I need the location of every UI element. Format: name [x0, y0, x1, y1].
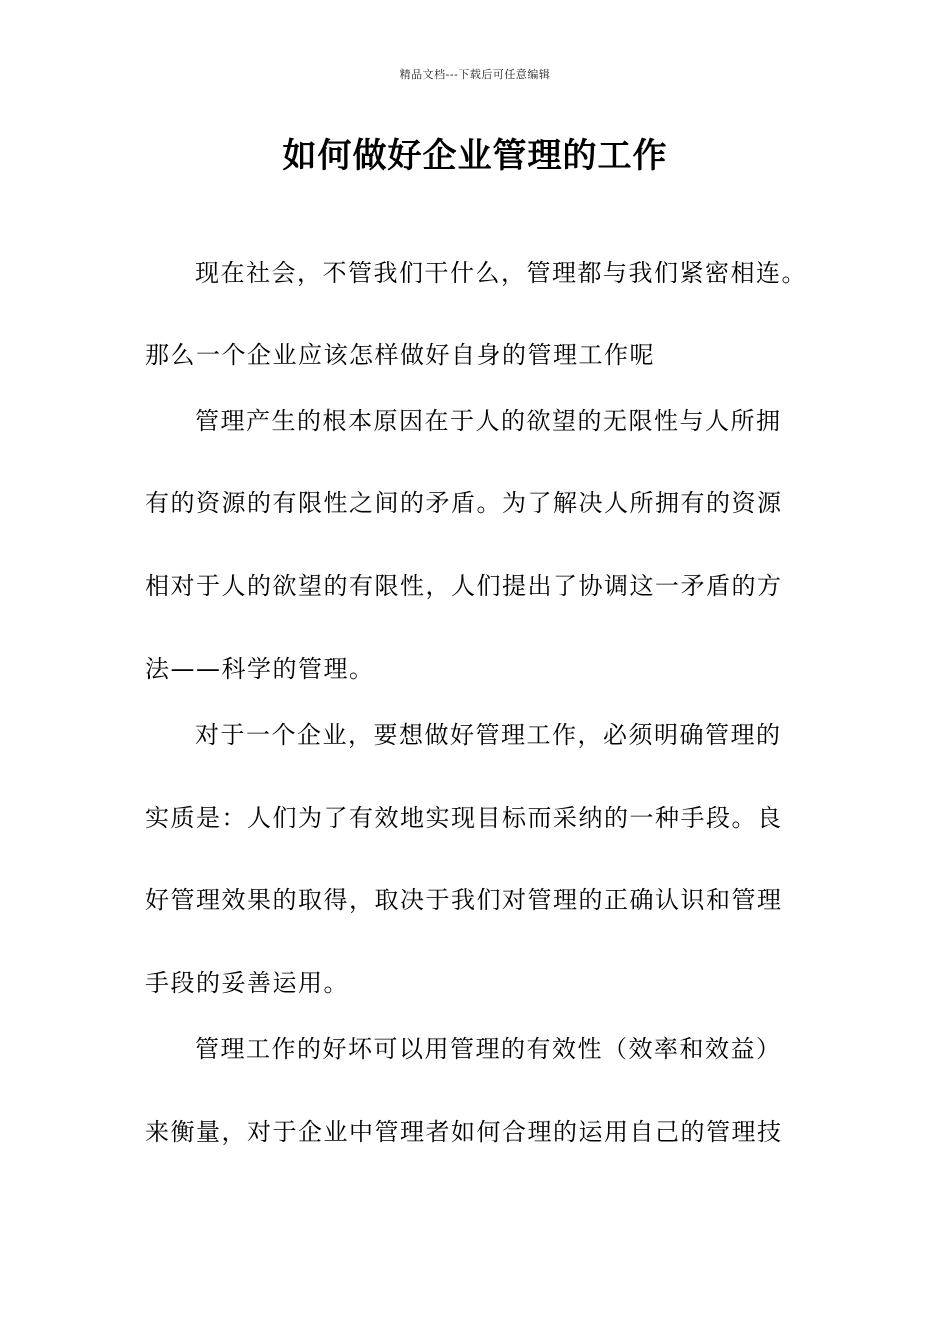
- body-line: 对于一个企业，要想做好管理工作，必须明确管理的: [195, 721, 782, 749]
- document-title: 如何做好企业管理的工作: [282, 136, 668, 176]
- body-line: 手段的妥善运用。: [145, 969, 349, 997]
- body-line: 那么一个企业应该怎样做好自身的管理工作呢: [145, 341, 655, 369]
- body-line: 有的资源的有限性之间的矛盾。为了解决人所拥有的资源: [145, 489, 783, 517]
- body-line: 现在社会，不管我们干什么，管理都与我们紧密相连。: [195, 259, 807, 287]
- body-line: 实质是：人们为了有效地实现目标而采纳的一种手段。良: [145, 804, 783, 832]
- body-line: 管理产生的根本原因在于人的欲望的无限性与人所拥: [195, 407, 782, 435]
- body-line: 管理工作的好坏可以用管理的有效性（效率和效益）: [195, 1035, 782, 1063]
- header-note: 精品文档---下载后可任意编辑: [399, 68, 551, 81]
- body-line: 来衡量，对于企业中管理者如何合理的运用自己的管理技: [145, 1118, 783, 1146]
- body-line: 好管理效果的取得，取决于我们对管理的正确认识和管理: [145, 886, 783, 914]
- body-line: 相对于人的欲望的有限性，人们提出了协调这一矛盾的方: [145, 572, 783, 600]
- body-line: 法——科学的管理。: [145, 655, 375, 683]
